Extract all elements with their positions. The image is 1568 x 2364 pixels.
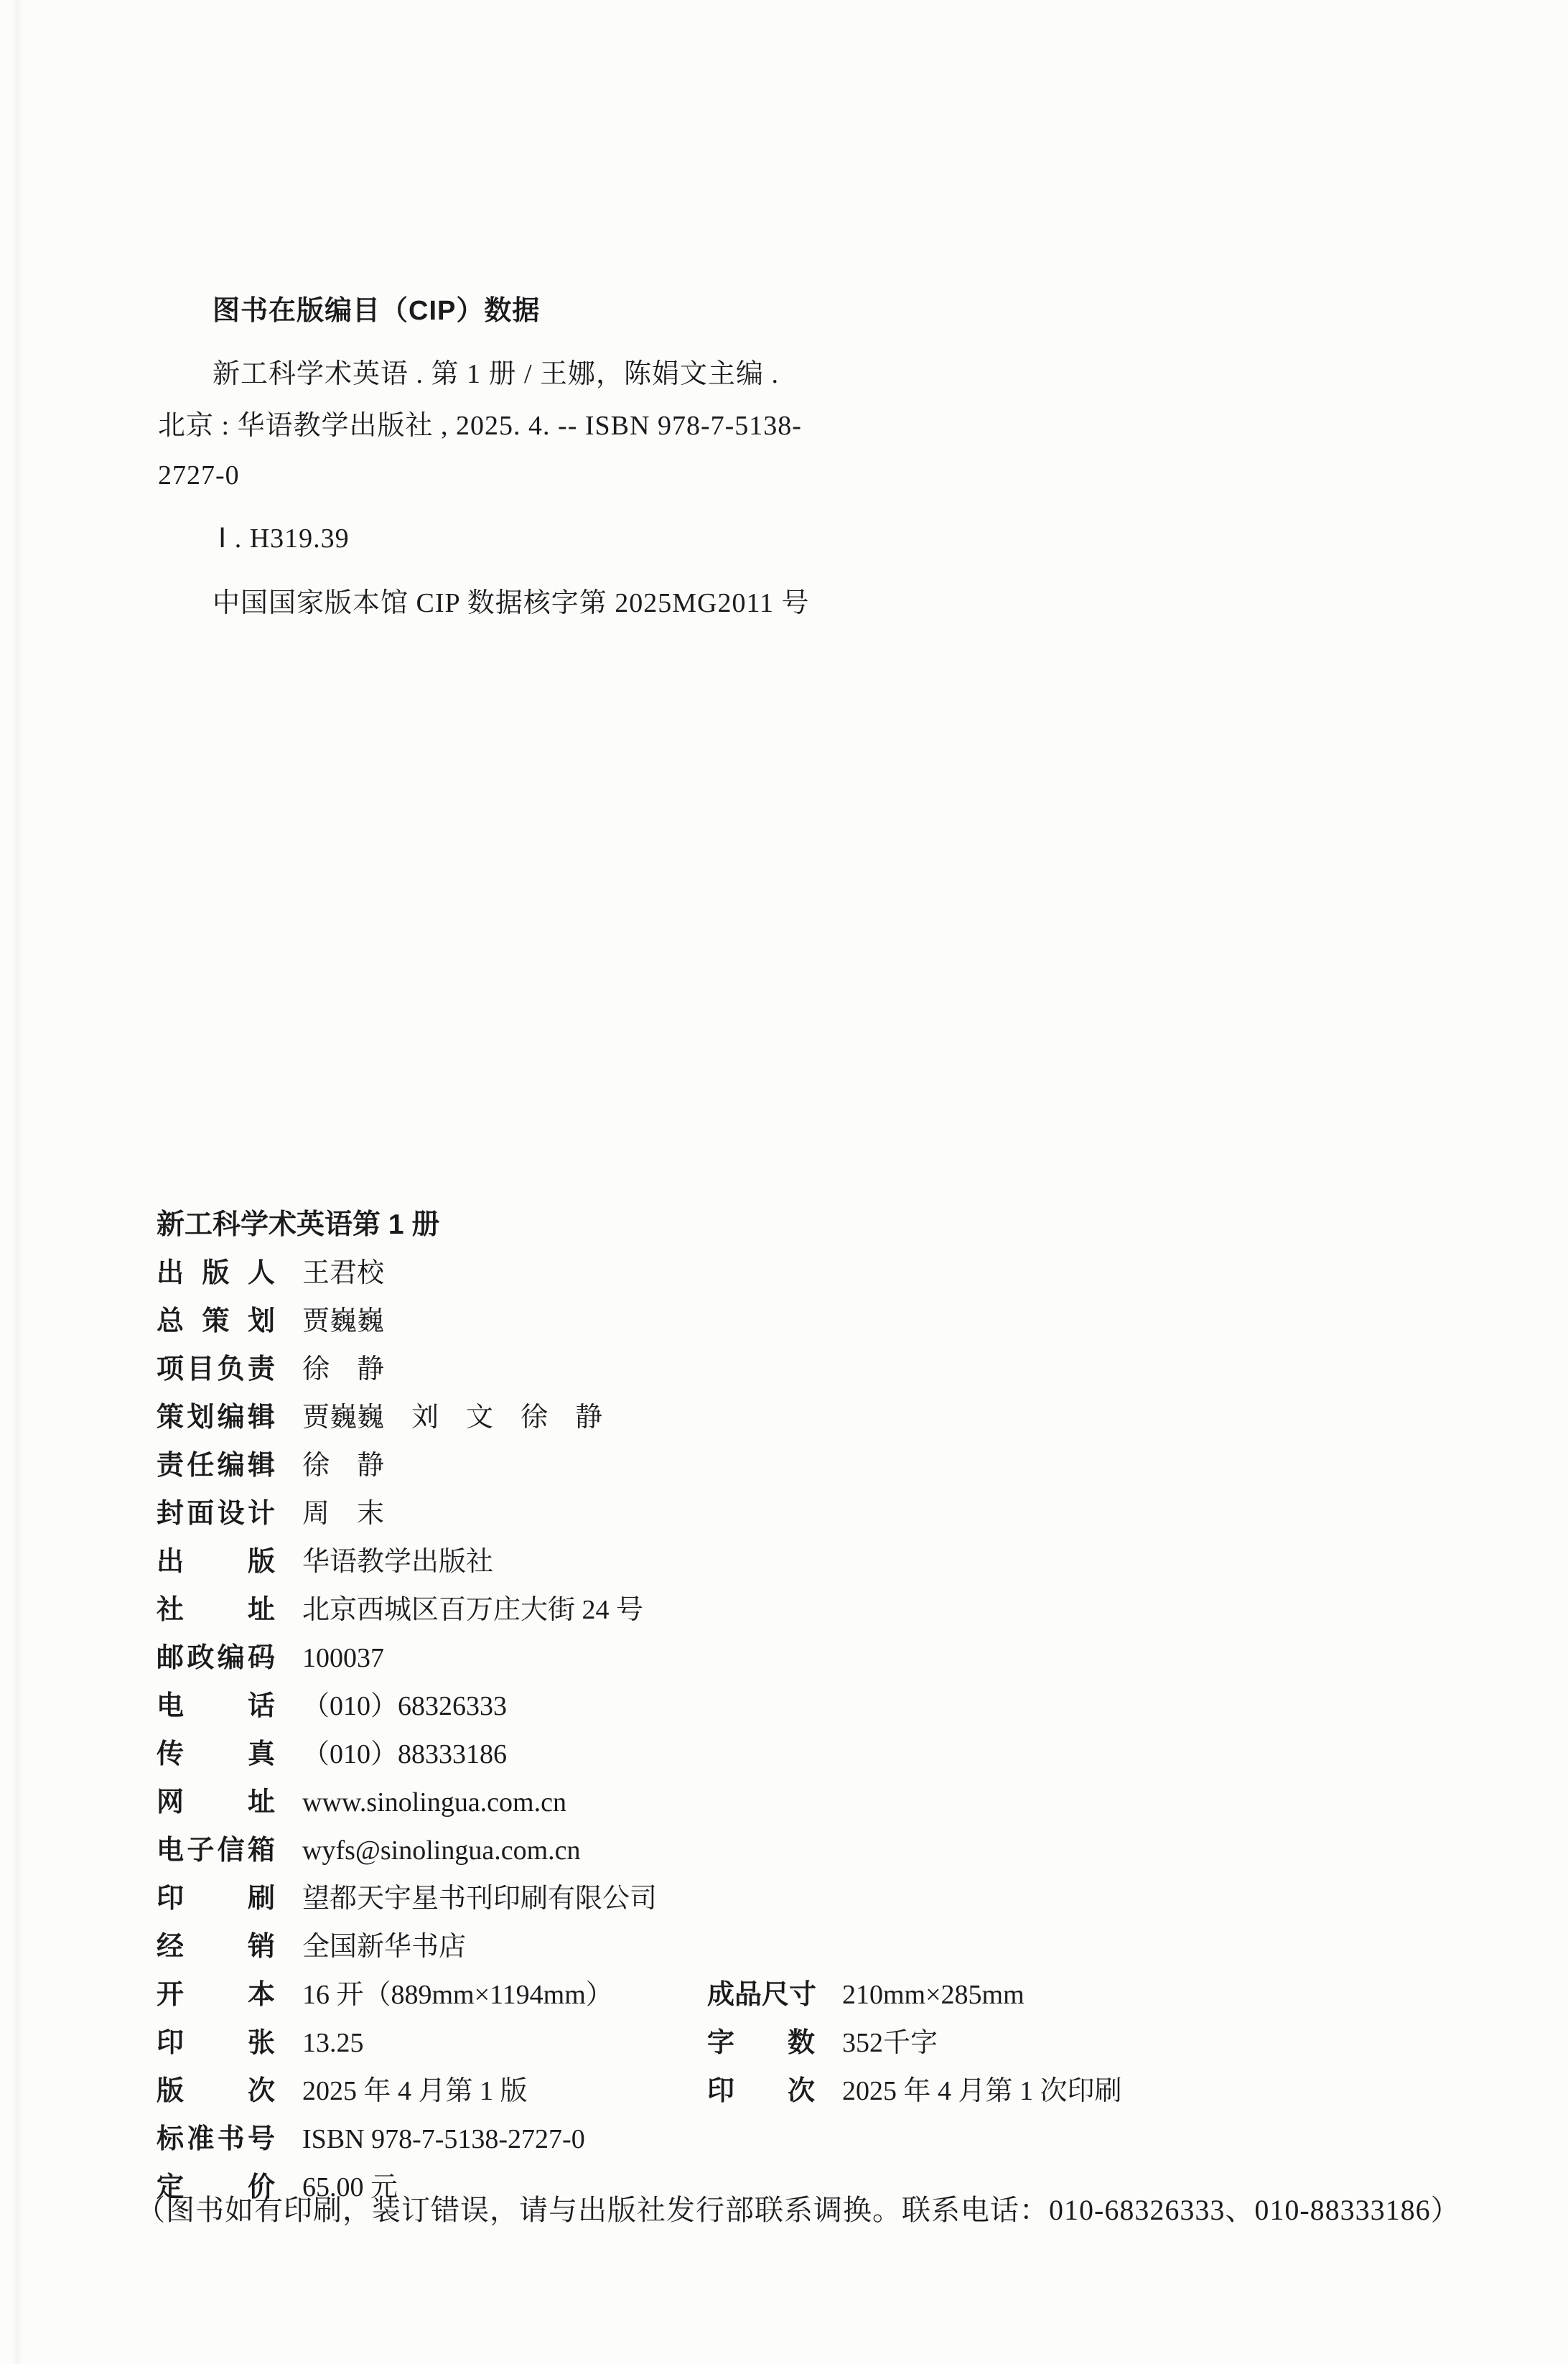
row-label: 项 目 负 责	[157, 1354, 275, 1385]
cip-publisher-line: 北京 : 华语教学出版社 , 2025. 4. -- ISBN 978-7-5138-	[158, 411, 802, 441]
colophon-row-printer	[157, 1874, 1496, 1922]
colophon-row-website	[157, 1778, 1496, 1826]
row-value: 徐 静	[302, 1354, 385, 1385]
row-value: （010）68326333	[302, 1690, 508, 1721]
row-label: 网 址	[157, 1787, 275, 1818]
row-value: 北京西城区百万庄大街 24 号	[302, 1594, 644, 1625]
cip-isbn-line: 2727-0	[158, 460, 240, 490]
row-label: 出 版 人	[157, 1257, 275, 1288]
row-value: ISBN 978-7-5138-2727-0	[302, 2123, 585, 2154]
row-label: 经 销	[157, 1931, 275, 1962]
colophon-row-cover-design	[157, 1489, 1496, 1537]
colophon-row-chief-planner	[157, 1297, 1496, 1345]
row-label: 印 张	[157, 2027, 275, 2058]
row-value: 65.00 元	[302, 2172, 398, 2202]
colophon-row-telephone	[157, 1682, 1496, 1730]
row-label: 总 策 划	[157, 1306, 275, 1336]
row-label: 字 数	[707, 2027, 815, 2058]
colophon-row-edition-impression	[157, 2067, 1496, 2115]
row-value: 16 开（889mm×1194mm）	[302, 1979, 613, 2010]
row-value: 贾巍巍 刘 文 徐 静	[302, 1402, 603, 1433]
row-value: 望都天宇星书刊印刷有限公司	[302, 1883, 658, 1914]
row-label: 责 任 编 辑	[157, 1450, 275, 1481]
row-label: 版 次	[157, 2075, 275, 2106]
colophon-cell-word-count	[707, 2019, 938, 2067]
row-value: 2025 年 4 月第 1 版	[302, 2075, 528, 2106]
colophon-block	[157, 1201, 1496, 2211]
colophon-row-distributor	[157, 1922, 1496, 1970]
row-value: www.sinolingua.com.cn	[302, 1787, 566, 1818]
row-value: 全国新华书店	[302, 1931, 467, 1962]
row-label: 出 版	[157, 1546, 275, 1577]
row-label: 电 子 信 箱	[157, 1835, 275, 1866]
row-label: 邮 政 编 码	[157, 1642, 275, 1673]
colophon-cell-impression	[707, 2067, 1122, 2115]
row-value: 2025 年 4 月第 1 次印刷	[842, 2075, 1122, 2106]
row-label: 电 话	[157, 1690, 275, 1721]
colophon-row-fax	[157, 1730, 1496, 1778]
colophon-row-format-size	[157, 1970, 1496, 2019]
colophon-row-sheets-wordcount	[157, 2019, 1496, 2067]
row-value: 贾巍巍	[302, 1306, 385, 1336]
cip-classification-line: Ⅰ . H319.39	[218, 523, 350, 554]
row-value: wyfs@sinolingua.com.cn	[302, 1835, 581, 1866]
colophon-row-email	[157, 1826, 1496, 1874]
row-value: 210mm×285mm	[842, 1979, 1025, 2010]
colophon-row-address	[157, 1586, 1496, 1634]
row-value: 华语教学出版社	[302, 1546, 494, 1577]
colophon-row-postcode	[157, 1634, 1496, 1682]
row-label: 标 准 书 号	[157, 2123, 275, 2154]
book-title-row	[157, 1201, 1496, 1249]
defective-copy-note: （图书如有印刷，装订错误，请与出版社发行部联系调换。联系电话：010-68326333、010-88333186）	[136, 2194, 1460, 2226]
row-value: 100037	[302, 1642, 384, 1673]
row-value: 352千字	[842, 2027, 938, 2058]
row-value: （010）88333186	[302, 1739, 508, 1769]
row-label: 定 价	[157, 2172, 275, 2202]
scan-streak	[11, 0, 23, 2364]
row-label: 传 真	[157, 1739, 275, 1769]
row-label: 成 品 尺 寸	[707, 1979, 817, 2010]
colophon-row-isbn	[157, 2115, 1496, 2163]
row-label: 社 址	[157, 1594, 275, 1625]
row-value: 徐 静	[302, 1450, 385, 1481]
row-value: 王君校	[302, 1257, 385, 1288]
row-label: 印 次	[707, 2075, 815, 2106]
book-title: 新工科学术英语第 1 册	[157, 1209, 440, 1240]
colophon-cell-finished-size	[707, 1970, 1025, 2019]
row-label: 开 本	[157, 1979, 275, 2010]
cip-title-line: 新工科学术英语 . 第 1 册 / 王娜，陈娟文主编 .	[213, 359, 780, 389]
colophon-row-responsible-editor	[157, 1441, 1496, 1489]
colophon-row-project-lead	[157, 1345, 1496, 1393]
row-value: 13.25	[302, 2027, 364, 2058]
cip-heading: 图书在版编目（CIP）数据	[213, 296, 541, 326]
cip-record-line: 中国国家版本馆 CIP 数据核字第 2025MG2011 号	[213, 588, 810, 618]
row-label: 策 划 编 辑	[157, 1402, 275, 1433]
colophon-row-publisher-person	[157, 1249, 1496, 1297]
colophon-row-planning-editors	[157, 1393, 1496, 1441]
row-label: 封 面 设 计	[157, 1498, 275, 1529]
row-label: 印 刷	[157, 1883, 275, 1914]
row-value: 周 末	[302, 1498, 385, 1529]
colophon-row-publisher	[157, 1537, 1496, 1586]
